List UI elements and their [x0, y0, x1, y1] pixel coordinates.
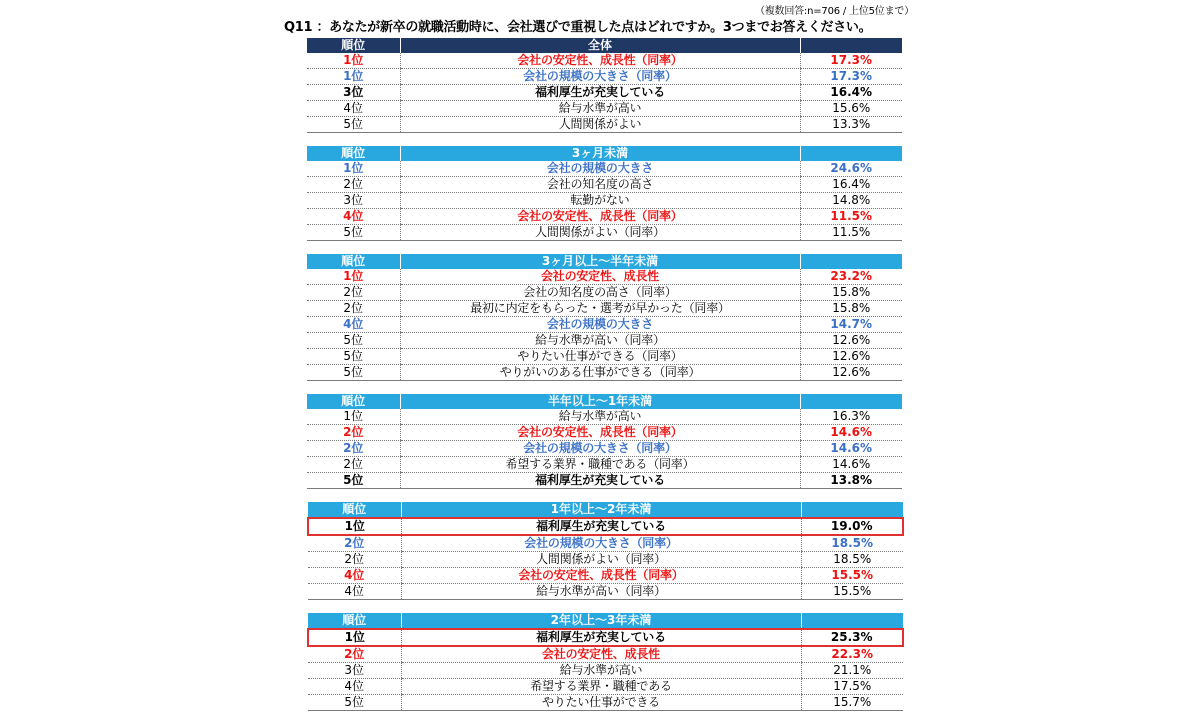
table-header-row — [307, 38, 902, 53]
percent-cell: 25.3% — [801, 629, 903, 646]
table-header-row — [308, 613, 903, 629]
table-row — [307, 365, 902, 381]
percent-cell: 24.6% — [800, 161, 902, 177]
segment-title: 全体 — [400, 38, 800, 53]
rank-cell: 5位 — [307, 365, 400, 381]
item-cell: 会社の規模の大きさ — [400, 161, 800, 177]
rank-cell: 5位 — [307, 473, 400, 489]
segment-title: 1年以上～2年未満 — [401, 502, 801, 518]
percent-cell: 13.3% — [800, 117, 902, 133]
item-cell: 福利厚生が充実している — [400, 85, 800, 101]
rank-cell: 4位 — [308, 584, 401, 600]
table-row — [307, 409, 902, 425]
table-header-row — [308, 502, 903, 518]
item-cell: 希望する業界・職種である（同率） — [400, 457, 800, 473]
ranking-table — [307, 613, 904, 711]
percent-cell: 15.5% — [801, 568, 903, 584]
item-cell: 会社の規模の大きさ（同率） — [400, 69, 800, 85]
percent-cell: 15.8% — [800, 301, 902, 317]
percent-cell: 23.2% — [800, 269, 902, 285]
item-cell: 人間関係がよい（同率） — [401, 552, 801, 568]
rank-cell: 2位 — [307, 457, 400, 473]
question-title: Q11 ：あなたが新卒の就職活動時に、会社選びで重視した点はどれですか。3つまでお答えください。 — [284, 20, 872, 35]
rank-column-header: 順位 — [307, 146, 400, 161]
rank-cell: 5位 — [307, 333, 400, 349]
table-row — [307, 85, 902, 101]
table-row — [308, 584, 903, 600]
rank-cell: 2位 — [307, 441, 400, 457]
table-row — [307, 269, 902, 285]
item-cell: 希望する業界・職種である — [401, 679, 801, 695]
percent-column-header — [800, 394, 902, 409]
percent-cell: 15.8% — [800, 285, 902, 301]
item-cell: 給与水準が高い — [400, 409, 800, 425]
rank-cell: 2位 — [308, 646, 401, 663]
item-cell: 福利厚生が充実している — [401, 629, 801, 646]
segment-title: 半年以上～1年未満 — [400, 394, 800, 409]
table-row — [308, 695, 903, 711]
item-cell: 会社の安定性、成長性 — [401, 646, 801, 663]
percent-cell: 19.0% — [801, 518, 903, 535]
item-cell: 会社の規模の大きさ（同率） — [400, 441, 800, 457]
percent-cell: 15.7% — [801, 695, 903, 711]
rank-cell: 5位 — [307, 225, 400, 241]
item-cell: やりたい仕事ができる — [401, 695, 801, 711]
percent-cell: 17.5% — [801, 679, 903, 695]
rank-cell: 4位 — [307, 101, 400, 117]
rank-cell: 1位 — [308, 518, 401, 535]
item-cell: 転勤がない — [400, 193, 800, 209]
table-row — [307, 349, 902, 365]
item-cell: 人間関係がよい（同率） — [400, 225, 800, 241]
table-row — [307, 177, 902, 193]
rank-column-header: 順位 — [307, 38, 400, 53]
item-cell: 人間関係がよい — [400, 117, 800, 133]
item-cell: 給与水準が高い（同率） — [400, 333, 800, 349]
table-row — [308, 518, 903, 535]
rank-cell: 4位 — [307, 209, 400, 225]
percent-cell: 18.5% — [801, 535, 903, 552]
table-row — [308, 663, 903, 679]
table-row — [307, 473, 902, 489]
rank-column-header: 順位 — [308, 613, 401, 629]
percent-cell: 16.4% — [800, 177, 902, 193]
table-row — [307, 441, 902, 457]
rank-cell: 3位 — [307, 85, 400, 101]
table-row — [307, 117, 902, 133]
rank-cell: 4位 — [308, 568, 401, 584]
table-row — [307, 161, 902, 177]
rank-cell: 2位 — [307, 301, 400, 317]
table-row — [308, 629, 903, 646]
item-cell: 会社の知名度の高さ（同率） — [400, 285, 800, 301]
rank-cell: 2位 — [307, 285, 400, 301]
table-row — [308, 568, 903, 584]
table-row — [307, 69, 902, 85]
sample-note: （複数回答:n=706 / 上位5位まで） — [754, 6, 914, 17]
item-cell: 会社の安定性、成長性（同率） — [401, 568, 801, 584]
percent-cell: 13.8% — [800, 473, 902, 489]
table-row — [307, 425, 902, 441]
item-cell: 給与水準が高い — [400, 101, 800, 117]
percent-cell: 17.3% — [800, 53, 902, 69]
item-cell: 給与水準が高い（同率） — [401, 584, 801, 600]
rank-column-header: 順位 — [307, 254, 400, 269]
item-cell: 福利厚生が充実している — [400, 473, 800, 489]
percent-cell: 11.5% — [800, 209, 902, 225]
item-cell: 会社の知名度の高さ — [400, 177, 800, 193]
item-cell: 会社の安定性、成長性（同率） — [400, 425, 800, 441]
rank-cell: 4位 — [308, 679, 401, 695]
rank-cell: 1位 — [307, 53, 400, 69]
percent-cell: 16.4% — [800, 85, 902, 101]
rank-cell: 3位 — [307, 193, 400, 209]
rank-cell: 5位 — [308, 695, 401, 711]
table-row — [307, 193, 902, 209]
table-row — [307, 457, 902, 473]
rank-column-header: 順位 — [308, 502, 401, 518]
rank-cell: 2位 — [308, 535, 401, 552]
rank-cell: 1位 — [307, 69, 400, 85]
ranking-table — [307, 254, 902, 381]
table-row — [307, 285, 902, 301]
table-row — [307, 301, 902, 317]
percent-cell: 15.6% — [800, 101, 902, 117]
segment-title: 3ヶ月以上～半年未満 — [400, 254, 800, 269]
segment-title: 3ヶ月未満 — [400, 146, 800, 161]
table-header-row — [307, 146, 902, 161]
percent-cell: 15.5% — [801, 584, 903, 600]
percent-cell: 22.3% — [801, 646, 903, 663]
item-cell: 会社の安定性、成長性（同率） — [400, 209, 800, 225]
percent-column-header — [800, 146, 902, 161]
table-row — [308, 535, 903, 552]
item-cell: 会社の規模の大きさ — [400, 317, 800, 333]
percent-column-header — [800, 254, 902, 269]
table-row — [308, 552, 903, 568]
ranking-tables — [307, 38, 902, 724]
table-row — [308, 679, 903, 695]
percent-cell: 17.3% — [800, 69, 902, 85]
rank-cell: 4位 — [307, 317, 400, 333]
percent-column-header — [800, 38, 902, 53]
table-row — [307, 209, 902, 225]
percent-cell: 14.6% — [800, 457, 902, 473]
item-cell: 会社の安定性、成長性 — [400, 269, 800, 285]
percent-cell: 14.6% — [800, 441, 902, 457]
percent-cell: 12.6% — [800, 349, 902, 365]
rank-cell: 5位 — [307, 349, 400, 365]
rank-column-header: 順位 — [307, 394, 400, 409]
percent-cell: 14.8% — [800, 193, 902, 209]
item-cell: 最初に内定をもらった・選考が早かった（同率） — [400, 301, 800, 317]
percent-cell: 21.1% — [801, 663, 903, 679]
ranking-table — [307, 394, 902, 489]
item-cell: やりがいのある仕事ができる（同率） — [400, 365, 800, 381]
item-cell: 給与水準が高い — [401, 663, 801, 679]
table-header-row — [307, 254, 902, 269]
rank-cell: 2位 — [308, 552, 401, 568]
percent-cell: 16.3% — [800, 409, 902, 425]
rank-cell: 1位 — [307, 269, 400, 285]
item-cell: やりたい仕事ができる（同率） — [400, 349, 800, 365]
percent-cell: 11.5% — [800, 225, 902, 241]
percent-cell: 12.6% — [800, 365, 902, 381]
table-header-row — [307, 394, 902, 409]
rank-cell: 1位 — [307, 161, 400, 177]
table-row — [307, 225, 902, 241]
table-row — [307, 333, 902, 349]
rank-cell: 5位 — [307, 117, 400, 133]
ranking-table — [307, 38, 902, 133]
rank-cell: 1位 — [307, 409, 400, 425]
table-row — [308, 646, 903, 663]
percent-cell: 12.6% — [800, 333, 902, 349]
rank-cell: 1位 — [308, 629, 401, 646]
percent-cell: 14.7% — [800, 317, 902, 333]
ranking-table — [307, 502, 904, 600]
table-row — [307, 101, 902, 117]
table-row — [307, 317, 902, 333]
percent-cell: 14.6% — [800, 425, 902, 441]
percent-column-header — [801, 613, 903, 629]
segment-title: 2年以上～3年未満 — [401, 613, 801, 629]
ranking-table — [307, 146, 902, 241]
percent-cell: 18.5% — [801, 552, 903, 568]
item-cell: 会社の規模の大きさ（同率） — [401, 535, 801, 552]
rank-cell: 3位 — [308, 663, 401, 679]
item-cell: 福利厚生が充実している — [401, 518, 801, 535]
item-cell: 会社の安定性、成長性（同率） — [400, 53, 800, 69]
rank-cell: 2位 — [307, 177, 400, 193]
percent-column-header — [801, 502, 903, 518]
table-row — [307, 53, 902, 69]
rank-cell: 2位 — [307, 425, 400, 441]
